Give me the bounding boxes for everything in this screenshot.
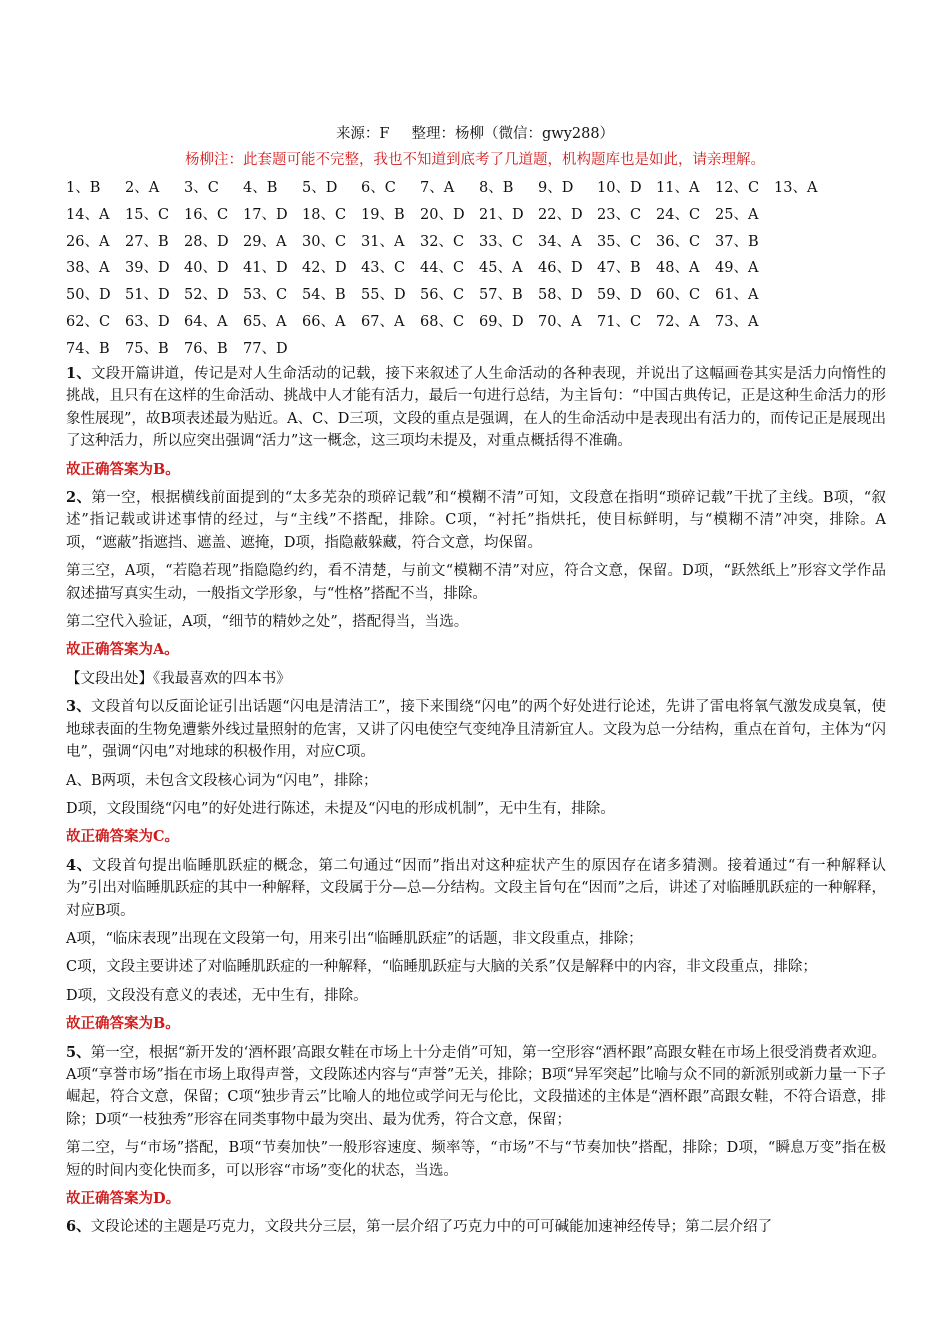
answer-verdict: 故正确答案为A。: [66, 641, 179, 659]
answer-item: 50、D: [66, 287, 111, 304]
explanations: [66, 363, 886, 1245]
answer-item: 59、D: [597, 287, 642, 304]
answer-item: 77、D: [243, 340, 288, 357]
question-number: 3、: [66, 698, 92, 716]
explanation-q3: [66, 696, 886, 763]
answer-item: 15、C: [125, 206, 170, 223]
answer-item: 46、D: [538, 260, 583, 277]
answer-item: 65、A: [243, 313, 287, 330]
answer-verdict: 故正确答案为C。: [66, 828, 180, 846]
answer-row: [66, 231, 886, 258]
explanation-q4: [66, 855, 886, 922]
answer-item: 73、A: [715, 313, 759, 330]
answer-item: 48、A: [656, 260, 700, 277]
answer-verdict: 故正确答案为B。: [66, 460, 180, 478]
question-number: 2、: [66, 489, 92, 507]
answer-item: 76、B: [184, 340, 228, 357]
answer-item: 47、B: [597, 260, 641, 277]
explanation-paragraph: 第二空，与“市场”搭配，B项“节奏加快”一般形容速度、频率等，“市场”不与“节奏加快”搭配，排除；D项，“瞬息万变”指在极短的时间内变化快而多，可以形容“市场”变化的状态，当选。: [66, 1140, 886, 1179]
answer-row: [66, 204, 886, 231]
answer-item: 7、A: [420, 180, 455, 196]
answer-item: 16、C: [184, 206, 229, 223]
answer-item: 51、D: [125, 287, 170, 304]
answer-item: 12、C: [715, 180, 760, 196]
answer-item: 49、A: [715, 260, 759, 277]
answer-item: 39、D: [125, 260, 170, 277]
explanation-q2: [66, 487, 886, 554]
answer-item: 53、C: [243, 287, 288, 304]
answer-item: 21、D: [479, 206, 524, 223]
explanation-text: 文段首句以反面论证引出话题“闪电是清洁工”，接下来围绕“闪电”的两个好处进行论述，先讲了雷电将氧气激发成臭氧，使地球表面的生物免遭紫外线过量照射的危害，又讲了闪电使空气变纯净且清新宜人。文段为总一分结构，重点在首句，主体为“闪电”，强调“闪电”对地球的积极作用，对应C项。: [66, 699, 886, 761]
passage-source: 【文段出处】《我最喜欢的四本书》: [66, 670, 291, 687]
answer-item: 28、D: [184, 233, 229, 250]
explanation-paragraph: 第二空代入验证，A项，“细节的精妙之处”，搭配得当，当选。: [66, 614, 469, 631]
answer-row: [66, 177, 886, 204]
answer-item: 56、C: [420, 287, 465, 304]
answer-item: 30、C: [302, 233, 347, 250]
answer-item: 32、C: [420, 233, 465, 250]
answer-item: 27、B: [125, 233, 169, 250]
answer-item: 42、D: [302, 260, 347, 277]
answer-item: 17、D: [243, 206, 288, 223]
editor-note: 杨柳注：此套题可能不完整，我也不知道到底考了几道题，机构题库也是如此，请亲理解。: [185, 152, 765, 168]
answer-item: 13、A: [774, 180, 818, 196]
answer-item: 8、B: [479, 180, 514, 196]
answer-item: 40、D: [184, 260, 229, 277]
answer-row: [66, 257, 886, 284]
answer-item: 64、A: [184, 313, 228, 330]
explanation-paragraph: D项，文段没有意义的表述，无中生有，排除。: [66, 987, 368, 1004]
explanation-paragraph: D项，文段围绕“闪电”的好处进行陈述，未提及“闪电的形成机制”，无中生有，排除。: [66, 800, 615, 817]
answer-item: 25、A: [715, 206, 759, 223]
question-number: 1、: [66, 365, 92, 382]
answer-item: 67、A: [361, 313, 405, 330]
answer-key: [66, 177, 886, 365]
answer-item: 55、D: [361, 287, 406, 304]
answer-item: 74、B: [66, 340, 110, 357]
explanation-text: 文段首句提出临睡肌跃症的概念，第二句通过“因而”指出对这种症状产生的原因存在诸多猜测。接着通过“有一种解释认为”引出对临睡肌跃症的其中一种解释，文段属于分—总—分结构。文段主旨句在“因而”之后，讲述了对临睡肌跃症的一种解释，对应B项。: [66, 857, 887, 919]
answer-row: [66, 311, 886, 338]
answer-item: 14、A: [66, 206, 110, 223]
answer-item: 69、D: [479, 313, 524, 330]
answer-item: 45、A: [479, 260, 523, 277]
answer-item: 26、A: [66, 233, 110, 250]
answer-row: [66, 338, 886, 365]
explanation-text: 第一空，根据“新开发的‘酒杯跟’高跟女鞋在市场上十分走俏”可知，第一空形容“酒杯跟”高跟女鞋在市场上很受消费者欢迎。A项“享誉市场”指在市场上取得声誉，文段陈述内容与“声誉”无关，排除；B项“异军突起”比喻与众不同的新派别或新力量一下子崛起，符合文意，保留；C项“独步青云”比喻人的地位或学问无与伦比，文段描述的主体是“酒杯跟”高跟女鞋，不符合语意，排除；D项“一枝独秀”形容在同类事物中最为突出、最为优秀，符合文意，保留；: [66, 1044, 886, 1128]
answer-item: 75、B: [125, 340, 169, 357]
answer-item: 54、B: [302, 287, 346, 304]
answer-item: 66、A: [302, 313, 346, 330]
answer-item: 20、D: [420, 206, 465, 223]
explanation-q5: [66, 1042, 886, 1132]
answer-item: 71、C: [597, 313, 642, 330]
answer-item: 37、B: [715, 233, 759, 250]
answer-item: 23、C: [597, 206, 642, 223]
answer-item: 9、D: [538, 180, 574, 196]
organizer-label: 整理：杨柳（微信：gwy288）: [411, 126, 615, 142]
answer-item: 31、A: [361, 233, 405, 250]
answer-item: 11、A: [656, 180, 700, 196]
answer-item: 41、D: [243, 260, 288, 277]
explanation-paragraph: A项，“临床表现”出现在文段第一句，用来引出“临睡肌跃症”的话题，非文段重点，排除；: [66, 930, 643, 947]
explanation-text: 文段开篇讲道，传记是对人生命活动的记载，接下来叙述了人生命活动的各种表现，并说出了这幅画卷其实是活力向惰性的挑战，且只有在这样的生命活动、挑战中人才能有活力，最后一句进行总结，为主旨句：“中国古典传记，正是这种生命活力的形象性展现”，故B项表述最为贴近。A、C、D三项，文段的重点是强调，在人的生命活动中是表现出有活力的，而传记正是展现出了这种活力，所以应突出强调“活力”这一概念，这三项均未提及，对重点概括得不准确。: [66, 366, 886, 450]
explanation-text: 第一空，根据横线前面提到的“太多芜杂的琐碎记载”和“模糊不清”可知，文段意在指明“琐碎记载”干扰了主线。B项，“叙述”指记载或讲述事情的经过，与“主线”不搭配，排除。C项，“衬托”指烘托，使目标鲜明，与“模糊不清”冲突，排除。A项，“遮蔽”指遮挡、遮盖、遮掩，D项，指隐蔽躲藏，符合文意，均保留。: [66, 490, 887, 551]
answer-item: 70、A: [538, 313, 582, 330]
answer-item: 2、A: [125, 180, 160, 196]
answer-item: 60、C: [656, 287, 701, 304]
answer-item: 33、C: [479, 233, 524, 250]
answer-item: 24、C: [656, 206, 701, 223]
answer-item: 5、D: [302, 180, 338, 196]
answer-item: 68、C: [420, 313, 465, 330]
explanation-paragraph: 第三空，A项，“若隐若现”指隐隐约约，看不清楚，与前文“模糊不清”对应，符合文意，保留。D项，“跃然纸上”形容文学作品叙述描写真实生动，一般指文学形象，与“性格”搭配不当，排除。: [66, 563, 886, 602]
explanation-q1: [66, 363, 886, 453]
answer-item: 29、A: [243, 233, 287, 250]
answer-item: 18、C: [302, 206, 347, 223]
answer-item: 57、B: [479, 287, 523, 304]
answer-row: [66, 284, 886, 311]
answer-item: 35、C: [597, 233, 642, 250]
doc-header: [0, 123, 950, 145]
explanation-paragraph: C项，文段主要讲述了对临睡肌跃症的一种解释，“临睡肌跃症与大脑的关系”仅是解释中的内容，非文段重点，排除；: [66, 959, 817, 976]
answer-item: 22、D: [538, 206, 583, 223]
question-number: 5、: [66, 1043, 91, 1061]
question-number: 4、: [66, 856, 92, 874]
answer-item: 38、A: [66, 260, 110, 277]
answer-item: 58、D: [538, 287, 583, 304]
answer-item: 62、C: [66, 313, 111, 330]
answer-item: 4、B: [243, 180, 278, 196]
answer-item: 61、A: [715, 287, 759, 304]
explanation-text: 文段论述的主题是巧克力，文段共分三层，第一层介绍了巧克力中的可可碱能加速神经传导；第二层介绍了: [90, 1219, 773, 1236]
source-label: 来源：F: [335, 126, 390, 142]
explanation-paragraph: A、B两项，未包含文段核心词为“闪电”，排除；: [66, 772, 378, 789]
answer-item: 36、C: [656, 233, 701, 250]
answer-item: 72、A: [656, 313, 700, 330]
answer-item: 52、D: [184, 287, 229, 304]
answer-item: 1、B: [66, 180, 101, 196]
answer-item: 63、D: [125, 313, 170, 330]
answer-item: 44、C: [420, 260, 465, 277]
answer-item: 6、C: [361, 180, 396, 196]
answer-item: 10、D: [597, 180, 642, 196]
answer-item: 34、A: [538, 233, 582, 250]
answer-item: 19、B: [361, 206, 405, 223]
answer-item: 43、C: [361, 260, 406, 277]
answer-verdict: 故正确答案为B。: [66, 1015, 180, 1033]
question-number: 6、: [66, 1218, 91, 1236]
explanation-q6: [66, 1216, 886, 1238]
answer-item: 3、C: [184, 180, 219, 196]
answer-verdict: 故正确答案为D。: [66, 1190, 181, 1207]
